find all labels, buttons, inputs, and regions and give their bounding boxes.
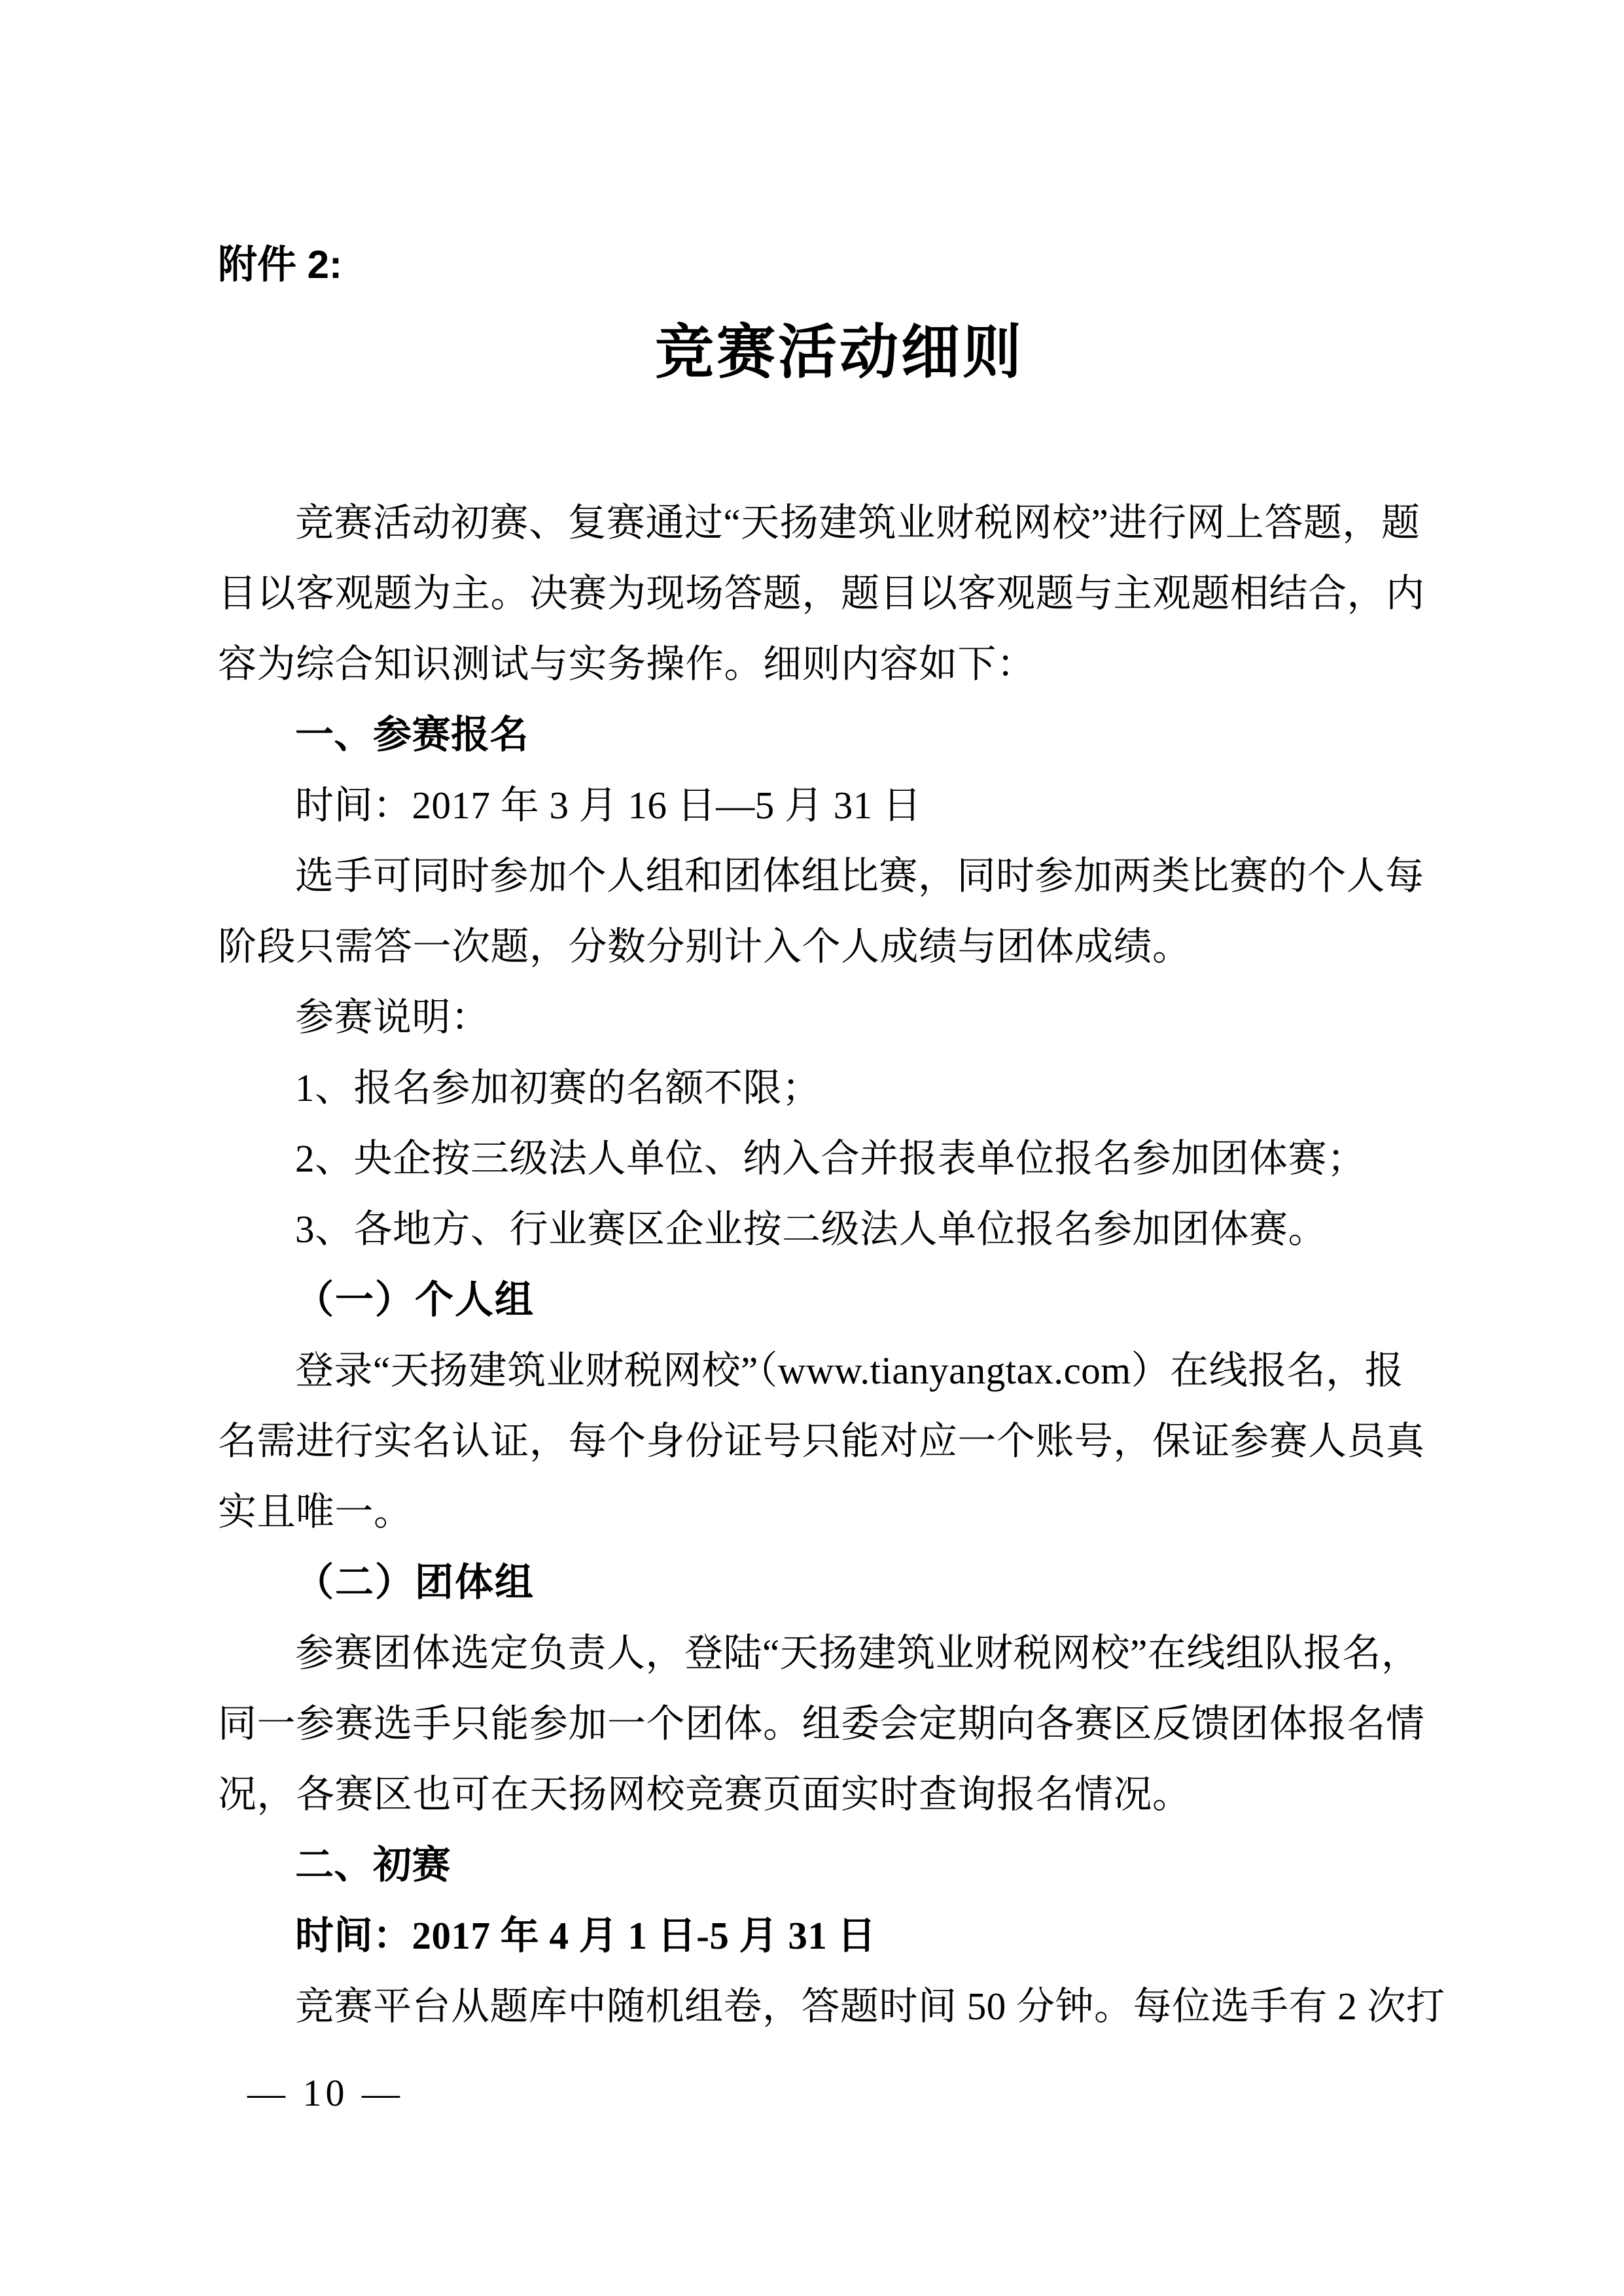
text-line: 竞赛平台从题库中随机组卷，答题时间 50 分钟。每位选手有 2 次打 <box>295 1985 1445 2028</box>
attachment-label: 附件 2: <box>218 243 343 287</box>
text-line: 实且唯一。 <box>218 1490 413 1533</box>
list-item: 2、央企按三级法人单位、纳入合并报表单位报名参加团体赛； <box>295 1137 1366 1180</box>
text-line: 参赛说明： <box>295 996 490 1039</box>
document-body <box>218 487 1461 2042</box>
document-title: 竞赛活动细则 <box>655 321 1024 385</box>
subsection-heading: （二）团体组 <box>295 1561 535 1604</box>
text-line: 容为综合知识测试与实务操作。细则内容如下： <box>218 642 1036 686</box>
text-line: 时间：2017 年 4 月 1 日-5 月 31 日 <box>295 1914 877 1957</box>
text-line: 况，各赛区也可在天扬网校竞赛页面实时查询报名情况。 <box>218 1773 1192 1816</box>
text-line: 时间：2017 年 3 月 16 日—5 月 31 日 <box>295 784 922 827</box>
text-line: 名需进行实名认证，每个身份证号只能对应一个账号，保证参赛人员真 <box>218 1419 1425 1463</box>
section-heading: 二、初赛 <box>295 1843 451 1887</box>
text-line: 登录“天扬建筑业财税网校”（www.tianyangtax.com）在线报名，报 <box>295 1349 1404 1392</box>
text-line: 阶段只需答一次题，分数分别计入个人成绩与团体成绩。 <box>218 925 1192 968</box>
text-line: 选手可同时参加个人组和团体组比赛，同时参加两类比赛的个人每 <box>295 854 1424 897</box>
section-heading: 一、参赛报名 <box>295 713 529 756</box>
list-item: 3、各地方、行业赛区企业按二级法人单位报名参加团体赛。 <box>295 1208 1328 1251</box>
page-number: — 10 — <box>247 2072 404 2114</box>
text-line: 目以客观题为主。决赛为现场答题，题目以客观题与主观题相结合，内 <box>218 572 1425 615</box>
text-line: 参赛团体选定负责人，登陆“天扬建筑业财税网校”在线组队报名， <box>295 1631 1421 1675</box>
list-item: 1、报名参加初赛的名额不限； <box>295 1066 821 1109</box>
subsection-heading: （一）个人组 <box>295 1278 535 1321</box>
text-line: 同一参赛选手只能参加一个团体。组委会定期向各赛区反馈团体报名情 <box>218 1702 1425 1745</box>
text-line: 竞赛活动初赛、复赛通过“天扬建筑业财税网校”进行网上答题，题 <box>295 501 1421 544</box>
